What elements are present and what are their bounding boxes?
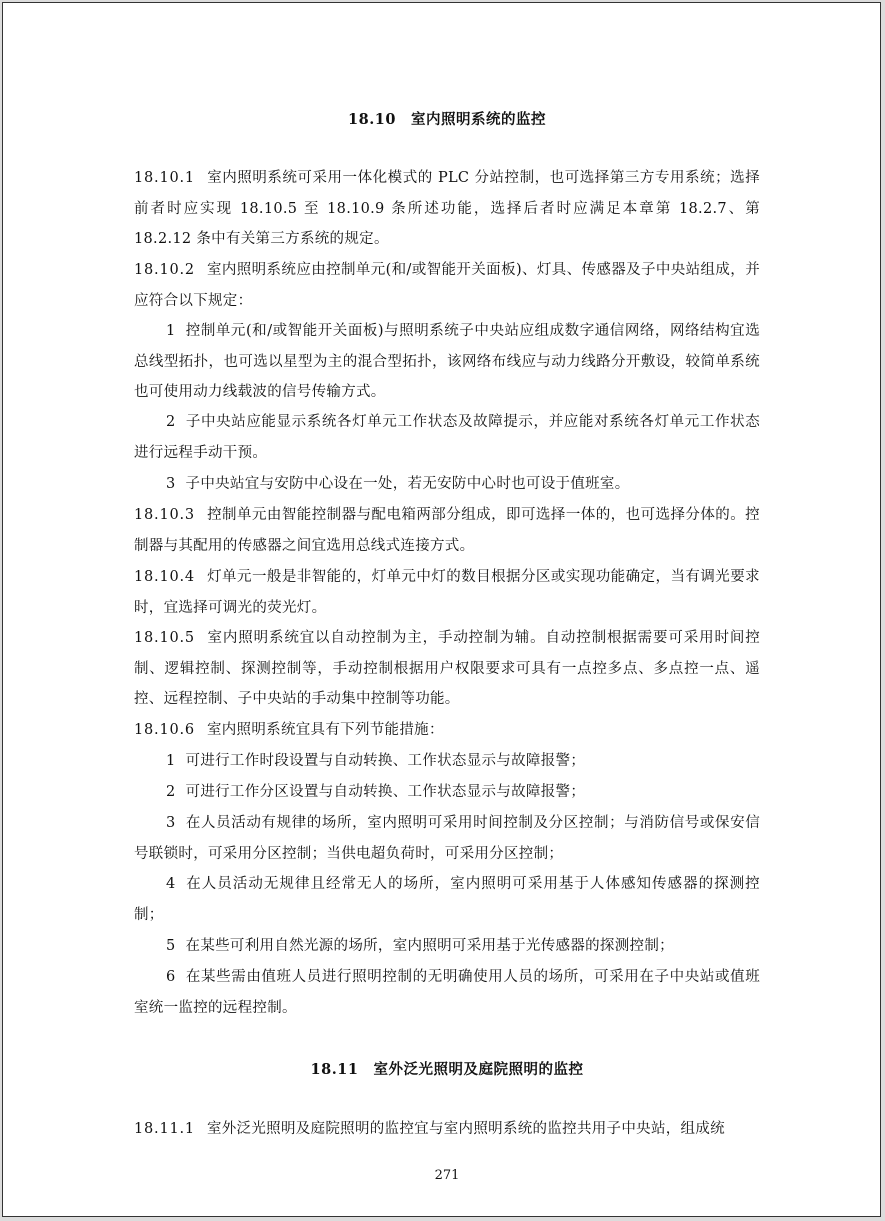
item-number: 1: [166, 323, 176, 339]
item-number: 3: [166, 815, 176, 831]
item-number: 3: [166, 476, 176, 492]
item-text: 可进行工作时段设置与自动转换、工作状态显示与故障报警；: [185, 753, 586, 769]
list-item: [134, 808, 760, 869]
item-number: 2: [166, 414, 176, 430]
list-item: [134, 469, 760, 500]
clause-18-10-4: [134, 562, 760, 623]
item-number: 6: [166, 969, 176, 985]
list-item: [134, 962, 760, 1023]
list-item: [134, 777, 760, 808]
clause-number: 18.10.1: [134, 170, 195, 186]
item-number: 4: [166, 876, 176, 892]
clause-18-10-2: [134, 255, 760, 316]
list-item: [134, 931, 760, 962]
section-heading-18-11: 18.11 室外泛光照明及庭院照明的监控: [310, 1061, 584, 1078]
item-number: 1: [166, 753, 176, 769]
clause-text: 室内照明系统宜以自动控制为主，手动控制为辅。自动控制根据需要可采用时间控制、逻辑控制、探测控制等，手动控制根据用户权限要求可具有一点控多点、多点控一点、遥控、远程控制、子中央站的手动集中控制等功能。: [134, 630, 760, 707]
clause-18-10-1: [134, 163, 760, 255]
item-text: 子中央站宜与安防中心设在一处，若无安防中心时也可设于值班室。: [185, 476, 630, 492]
clause-text: 控制单元由智能控制器与配电箱两部分组成，即可选择一体的，也可选择分体的。控制器与其配用的传感器之间宜选用总线式连接方式。: [134, 507, 760, 554]
item-text: 在某些可利用自然光源的场所，室内照明可采用基于光传感器的探测控制；: [185, 938, 674, 954]
clause-18-11-1: [134, 1114, 760, 1145]
clause-18-10-6: [134, 715, 760, 746]
section-heading-18-10: 18.10 室内照明系统的监控: [348, 111, 546, 128]
list-item: [134, 746, 760, 777]
document-page: [2, 2, 881, 1217]
item-text: 在人员活动有规律的场所，室内照明可采用时间控制及分区控制；与消防信号或保安信号联锁时，可采用分区控制；当供电超负荷时，可采用分区控制；: [134, 815, 760, 862]
clause-18-10-5: [134, 623, 760, 715]
item-number: 5: [166, 938, 176, 954]
list-item: [134, 316, 760, 408]
item-text: 在人员活动无规律且经常无人的场所，室内照明可采用基于人体感知传感器的探测控制；: [134, 876, 760, 923]
page-number: 271: [434, 1168, 460, 1183]
list-item: [134, 869, 760, 930]
clause-text: 灯单元一般是非智能的，灯单元中灯的数目根据分区或实现功能确定，当有调光要求时，宜选择可调光的荧光灯。: [134, 569, 760, 616]
clause-number: 18.10.2: [134, 262, 195, 278]
item-text: 控制单元(和/或智能开关面板)与照明系统子中央站应组成数字通信网络，网络结构宜选总线型拓扑，也可选以星型为主的混合型拓扑，该网络布线应与动力线路分开敷设，较简单系统也可使用动力线载波的信号传输方式。: [134, 323, 760, 400]
clause-number: 18.10.4: [134, 569, 195, 585]
clause-text: 室内照明系统宜具有下列节能措施：: [206, 722, 444, 738]
clause-number: 18.11.1: [134, 1121, 195, 1137]
clause-18-10-3: [134, 500, 760, 561]
clause-number: 18.10.6: [134, 722, 195, 738]
clause-text: 室外泛光照明及庭院照明的监控宜与室内照明系统的监控共用子中央站，组成统: [206, 1121, 725, 1137]
item-text: 子中央站应能显示系统各灯单元工作状态及故障提示，并应能对系统各灯单元工作状态进行远程手动干预。: [134, 414, 760, 461]
clause-number: 18.10.5: [134, 630, 195, 646]
item-number: 2: [166, 784, 176, 800]
item-text: 可进行工作分区设置与自动转换、工作状态显示与故障报警；: [185, 784, 586, 800]
clause-text: 室内照明系统应由控制单元(和/或智能开关面板)、灯具、传感器及子中央站组成，并应符合以下规定：: [134, 262, 760, 309]
clause-text: 室内照明系统可采用一体化模式的 PLC 分站控制，也可选择第三方专用系统；选择前者时应实现 18.10.5 至 18.10.9 条所述功能，选择后者时应满足本章第 18.2.7、第 18.2.12 条中有关第三方系统的规定。: [134, 170, 760, 247]
list-item: [134, 407, 760, 468]
clause-number: 18.10.3: [134, 507, 195, 523]
item-text: 在某些需由值班人员进行照明控制的无明确使用人员的场所，可采用在子中央站或值班室统一监控的远程控制。: [134, 969, 760, 1016]
